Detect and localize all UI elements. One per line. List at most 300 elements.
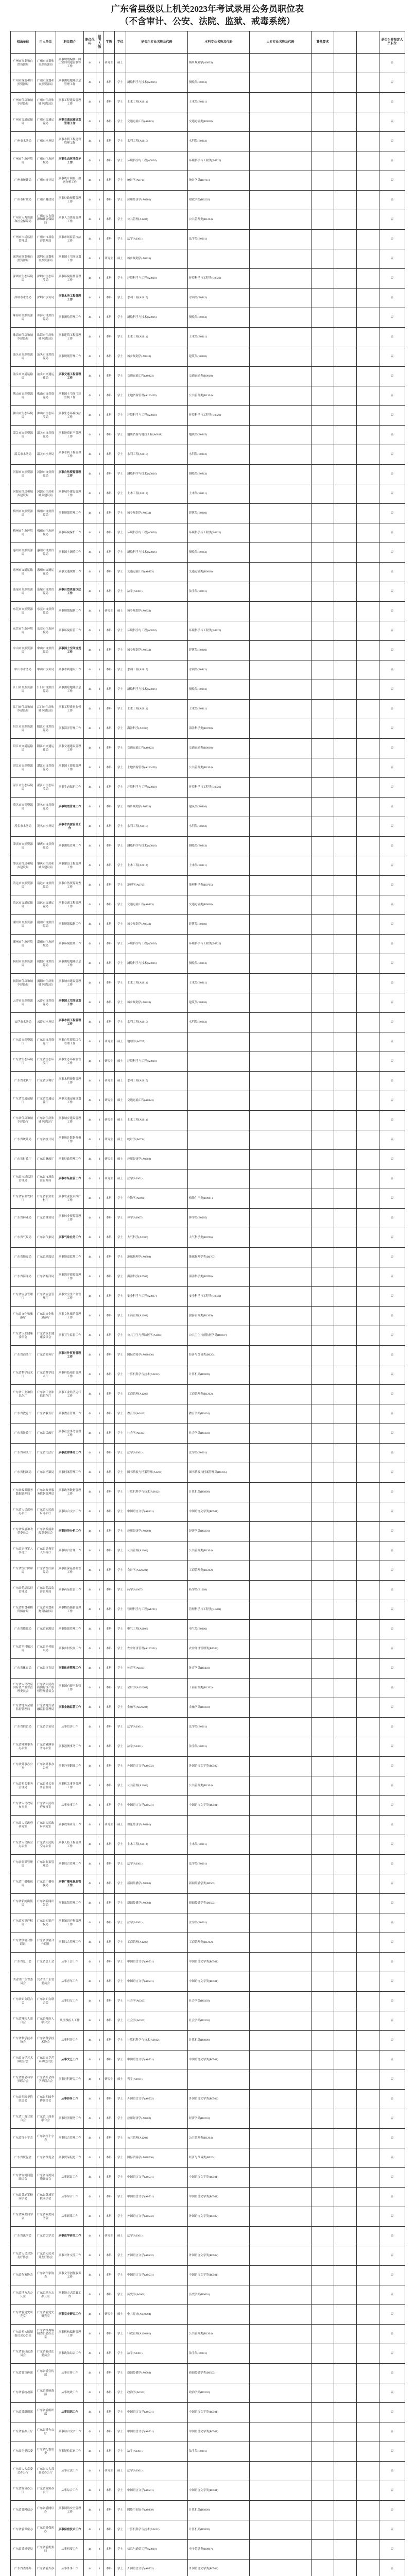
table-row	[11, 1365, 405, 1385]
table-cell	[334, 171, 357, 191]
table-cell	[357, 93, 379, 112]
table-cell: 本科	[103, 1404, 115, 1424]
table-row	[11, 1894, 405, 1913]
table-cell: 本科	[103, 935, 115, 954]
table-cell: 学士	[115, 1189, 126, 1209]
table-cell: 从事城市建设管理工作	[56, 974, 84, 993]
table-cell: 1	[96, 876, 103, 895]
table-cell: 从事财政管理工作	[56, 1150, 84, 1170]
table-cell: 广东省地方金融监督管理局	[11, 1698, 36, 1718]
table-cell: 广东省归国华侨联合会	[11, 2090, 36, 2109]
table-cell: 本科	[103, 758, 115, 778]
table-cell	[312, 817, 334, 837]
table-cell: 交通运输工程(A0823)	[126, 739, 188, 758]
header-cell	[357, 31, 379, 54]
table-cell: 44	[84, 895, 96, 915]
table-cell: 惠州市自然资源局	[11, 543, 36, 563]
table-cell: 44	[84, 1972, 96, 1992]
table-cell: 学士	[115, 1933, 126, 1953]
table-cell: 梅州市自然资源局	[11, 504, 36, 523]
table-cell: 44	[84, 1130, 96, 1150]
table-cell: 否	[379, 1698, 405, 1718]
table-cell: 佛山市生态环境局	[36, 406, 56, 426]
table-cell	[250, 1365, 312, 1385]
table-cell: 本科	[103, 1718, 115, 1737]
table-cell: 从事自然资源管理工作	[56, 465, 84, 484]
table-cell: 河源市住房和城乡建设局	[36, 484, 56, 504]
table-cell: 学士	[115, 1228, 126, 1248]
table-cell: 广东省委政法委员会	[36, 2344, 56, 2364]
table-cell: 网络空间安全(A0839)	[126, 2501, 188, 2520]
table-cell: 本科	[103, 641, 115, 660]
table-cell: 44	[84, 660, 96, 680]
table-cell: 从事档案管理工作	[56, 1463, 84, 1483]
table-cell: 本科	[103, 1502, 115, 1522]
table-cell	[250, 171, 312, 191]
table-row	[11, 856, 405, 876]
table-cell: 中国语言文学类(B0501)	[188, 2422, 250, 2442]
table-cell: 本科	[103, 1541, 115, 1561]
table-cell	[334, 1287, 357, 1307]
table-cell: 广东省档案局	[11, 1463, 36, 1483]
table-cell: 否	[379, 1992, 405, 2011]
table-cell: 广州市交通运输局	[36, 112, 56, 132]
table-cell: 本科	[103, 230, 115, 249]
table-cell	[250, 2462, 312, 2481]
table-cell	[357, 543, 379, 563]
table-cell: 土木工程(A0814)	[126, 700, 188, 719]
table-cell: 否	[379, 191, 405, 210]
table-cell: 1	[96, 1600, 103, 1620]
table-cell	[312, 915, 334, 935]
table-cell	[250, 484, 312, 504]
table-cell: 44	[84, 1346, 96, 1365]
table-cell: 广东省新闻出版局	[11, 1894, 36, 1913]
table-cell	[250, 1013, 312, 1032]
table-cell: 44	[84, 856, 96, 876]
table-cell: 社会学类(B0303)	[188, 2011, 250, 2031]
table-cell: 清远市自然资源局	[11, 876, 36, 895]
table-row	[11, 1228, 405, 1248]
table-cell: 本科	[103, 269, 115, 289]
table-cell: 中国语言文学类(B0501)	[188, 2188, 250, 2207]
table-cell	[312, 2501, 334, 2520]
table-cell	[250, 837, 312, 856]
table-cell	[250, 1483, 312, 1502]
table-cell: 学士	[115, 1737, 126, 1757]
table-cell	[357, 739, 379, 758]
table-cell: 本科	[103, 2090, 115, 2109]
table-cell	[334, 2050, 357, 2070]
table-cell: 广东省民政厅	[11, 1424, 36, 1444]
table-cell: 广东省委政法委员会	[11, 2344, 36, 2364]
table-cell: 学士	[115, 1404, 126, 1424]
table-cell	[357, 1972, 379, 1992]
table-cell: 学士	[115, 915, 126, 935]
table-cell: 从事规划管理工作	[56, 504, 84, 523]
table-cell: 广东省台湾同胞联谊会	[36, 2168, 56, 2188]
table-cell: 广州市财政局	[36, 191, 56, 210]
table-row	[11, 1874, 405, 1894]
table-cell: 交通运输工程(A0823)	[126, 367, 188, 386]
table-cell: 广东省残疾人联合会	[36, 2011, 56, 2031]
table-cell	[250, 2227, 312, 2246]
table-cell: 从事综合文字工作	[56, 1502, 84, 1522]
table-cell: 广东省信访局	[36, 1718, 56, 1737]
table-cell: 44	[84, 1522, 96, 1541]
table-cell: 广东省自然资源厅	[11, 1032, 36, 1052]
table-cell: 44	[84, 1933, 96, 1953]
table-cell: 本科	[103, 1561, 115, 1581]
table-cell: 公共管理类(B1204)	[188, 2325, 250, 2344]
table-cell: 广东省社会科学界联合会	[36, 2070, 56, 2090]
table-cell: 44	[84, 1326, 96, 1346]
table-cell: 本科	[103, 1424, 115, 1444]
table-cell: 城乡规划学(A0833)	[126, 915, 188, 935]
table-cell: 44	[84, 1737, 96, 1757]
table-cell: 从事法律事务工作	[56, 1444, 84, 1463]
table-row	[11, 93, 405, 112]
table-cell	[312, 1600, 334, 1620]
table-cell: 本科	[103, 210, 115, 230]
table-cell: 交通运输工程(A0823)	[126, 1091, 188, 1111]
table-cell	[312, 1698, 334, 1718]
table-cell: 从事环境监测管理工作	[56, 269, 84, 289]
table-cell: 44	[84, 269, 96, 289]
table-cell	[250, 308, 312, 328]
table-cell	[357, 1189, 379, 1209]
table-cell: 44	[84, 2305, 96, 2325]
table-cell: 学士	[115, 680, 126, 700]
table-cell: 财政学类(B0202)	[188, 191, 250, 210]
table-cell	[334, 1150, 357, 1170]
table-cell: 学士	[115, 1835, 126, 1855]
table-cell: 地理学(A0705)	[126, 876, 188, 895]
table-cell: 广东省自然资源厅	[36, 1032, 56, 1052]
table-cell: 44	[84, 210, 96, 230]
table-cell: 应用经济学(A0202)	[126, 2109, 188, 2129]
table-cell: 1	[96, 2070, 103, 2090]
table-cell: 1	[96, 641, 103, 660]
table-cell: 城乡规划学(A0833)	[126, 641, 188, 660]
table-cell: 1	[96, 328, 103, 347]
table-cell: 44	[84, 563, 96, 582]
table-cell: 从事自然资源调查工作	[56, 876, 84, 895]
table-cell: 44	[84, 993, 96, 1013]
table-cell: 中国语言文学类(B0501)	[188, 2481, 250, 2501]
table-cell	[357, 1816, 379, 1835]
table-cell: 学士	[115, 1502, 126, 1522]
table-cell: 广州市规划和自然资源局	[11, 54, 36, 73]
table-cell: 广东省供销合作联社	[11, 1933, 36, 1953]
table-cell	[250, 817, 312, 837]
table-cell: 从事外事翻译工作	[56, 1757, 84, 1776]
table-cell	[334, 1620, 357, 1639]
table-cell: 研究生	[103, 2227, 115, 2246]
table-cell	[250, 1855, 312, 1874]
table-row	[11, 367, 405, 386]
table-cell: 本科	[103, 504, 115, 523]
table-cell: 44	[84, 2227, 96, 2246]
table-cell	[250, 1776, 312, 1796]
table-cell: 环境科学与工程类(B0826)	[188, 935, 250, 954]
table-cell: 水利工程(A0815)	[126, 1072, 188, 1091]
table-row	[11, 895, 405, 915]
table-cell	[250, 954, 312, 974]
table-cell: 否	[379, 1679, 405, 1698]
table-cell: 从事交通运输规划工作	[56, 1091, 84, 1111]
table-cell	[312, 1130, 334, 1150]
table-cell	[357, 582, 379, 602]
table-row	[11, 1737, 405, 1757]
table-cell: 城乡规划学(A0833)	[126, 602, 188, 621]
table-cell: 否	[379, 2031, 405, 2050]
table-cell: 否	[379, 1111, 405, 1130]
table-cell: 1	[96, 582, 103, 602]
table-cell: 44	[84, 680, 96, 700]
table-cell: 本科	[103, 1620, 115, 1639]
table-cell	[312, 171, 334, 191]
table-cell	[357, 2090, 379, 2109]
table-row	[11, 739, 405, 758]
table-cell: 法学类(B0301)	[188, 582, 250, 602]
table-cell: 广东省人民政府国有资产监督管理委员会	[36, 1679, 56, 1698]
table-cell: 44	[84, 289, 96, 308]
table-cell: 硕士	[115, 1816, 126, 1835]
table-cell: 法学(A0301)	[126, 1737, 188, 1757]
table-cell: 新闻传播学类(B0503)	[188, 1874, 250, 1894]
table-cell	[334, 191, 357, 210]
table-cell: 潮州市生态环境局	[11, 935, 36, 954]
table-row	[11, 1561, 405, 1581]
table-cell: 从事水利工程管理工作	[56, 445, 84, 465]
table-cell: 金融学(A020204)	[126, 1698, 188, 1718]
table-cell: 经济与贸易类(B0204)	[188, 2148, 250, 2168]
table-cell	[250, 602, 312, 621]
table-cell: 河源市自然资源局	[11, 465, 36, 484]
table-cell	[357, 249, 379, 269]
table-cell	[357, 2481, 379, 2501]
table-cell: 1	[96, 837, 103, 856]
table-cell: 学士	[115, 954, 126, 974]
table-cell: 1	[96, 2325, 103, 2344]
table-cell: 否	[379, 1307, 405, 1326]
table-cell	[357, 191, 379, 210]
table-cell	[312, 426, 334, 445]
table-cell: 本科	[103, 974, 115, 993]
table-cell: 1	[96, 347, 103, 367]
table-cell: 广东省医疗保障局	[11, 1561, 36, 1581]
table-cell	[334, 367, 357, 386]
table-cell: 交通运输类(B0818)	[188, 563, 250, 582]
table-cell: 否	[379, 112, 405, 132]
table-cell: 中国语言文学(A0501)	[126, 2403, 188, 2422]
table-cell	[250, 1718, 312, 1737]
table-cell	[250, 563, 312, 582]
table-cell: 本科	[103, 1444, 115, 1463]
table-cell: 社会学(A0303)	[126, 1992, 188, 2011]
table-cell: 广东省人大常委会办公厅	[36, 2462, 56, 2481]
table-cell	[334, 1013, 357, 1032]
table-cell	[334, 132, 357, 151]
table-cell	[357, 1874, 379, 1894]
table-cell	[188, 2305, 250, 2325]
table-cell: 44	[84, 1032, 96, 1052]
table-cell	[312, 112, 334, 132]
table-cell: 学士	[115, 1659, 126, 1679]
table-cell	[312, 289, 334, 308]
table-cell: 教育学(A0401)	[126, 1404, 188, 1424]
table-cell: 1	[96, 1385, 103, 1404]
table-cell: 从事水利工程管理工作	[56, 1013, 84, 1032]
table-cell: 否	[379, 856, 405, 876]
table-cell: 阳江市交通运输局	[36, 739, 56, 758]
table-cell	[334, 876, 357, 895]
table-cell: 中国语言文学类(B0501)	[188, 2266, 250, 2285]
table-cell: 新闻传播学类(B0503)	[188, 1894, 250, 1913]
table-cell	[312, 1307, 334, 1326]
table-cell: 否	[379, 386, 405, 406]
table-cell	[312, 2540, 334, 2560]
table-cell: 学士	[115, 2011, 126, 2031]
table-cell: 外国语言文学(A0502)	[126, 2560, 188, 2576]
table-cell: 1	[96, 621, 103, 641]
table-cell: 中国语言文学(A0501)	[126, 2422, 188, 2442]
table-cell	[334, 563, 357, 582]
table-cell	[357, 1013, 379, 1032]
table-cell: 本科	[103, 2129, 115, 2148]
header-cell: 本科专业名称及代码	[188, 31, 250, 54]
table-cell: 否	[379, 1874, 405, 1894]
table-cell: 本科	[103, 1737, 115, 1757]
table-cell: 从事综合文字工作	[56, 2422, 84, 2442]
table-cell	[188, 2227, 250, 2246]
table-cell: 中国语言文学类(B0501)	[188, 1972, 250, 1992]
table-cell: 海洋科学类(B0708)	[188, 719, 250, 739]
table-cell: 广东省委组织部	[11, 2403, 36, 2422]
table-cell: 学士	[115, 73, 126, 93]
table-cell: 广东省地方志办公室	[11, 2285, 36, 2305]
table-row	[11, 2442, 405, 2462]
table-cell	[250, 93, 312, 112]
table-cell: 中国语言文学类(B0501)	[188, 2050, 250, 2070]
table-cell: 广东省法学会	[11, 2227, 36, 2246]
table-cell: 广州市生态环境局	[36, 151, 56, 171]
table-row	[11, 1326, 405, 1346]
table-cell	[334, 719, 357, 739]
table-cell: 本科	[103, 171, 115, 191]
table-cell	[334, 680, 357, 700]
table-cell: 本科	[103, 445, 115, 465]
table-cell: 否	[379, 1913, 405, 1933]
table-cell	[334, 895, 357, 915]
table-cell: 1	[96, 2050, 103, 2070]
header-cell: 学位	[115, 31, 126, 54]
table-cell: 从事统计数据分析工作	[56, 1130, 84, 1150]
table-cell: 金融学类(B0203)	[188, 1698, 250, 1718]
table-cell: 1	[96, 1248, 103, 1267]
table-cell: 1	[96, 2305, 103, 2325]
table-cell: 否	[379, 504, 405, 523]
table-cell: 否	[379, 2383, 405, 2403]
table-cell	[334, 1600, 357, 1620]
header-row	[11, 31, 405, 54]
table-cell: 本科	[103, 954, 115, 974]
table-cell: 1	[96, 719, 103, 739]
table-cell: 揭阳市住房和城乡建设局	[36, 974, 56, 993]
table-cell	[250, 2422, 312, 2442]
table-row	[11, 1757, 405, 1776]
table-cell: 新闻传播学(A0503)	[126, 2364, 188, 2383]
table-cell: 广东省人民政府研究室	[11, 1816, 36, 1835]
table-cell	[312, 2520, 334, 2540]
table-cell	[334, 621, 357, 641]
table-cell	[250, 915, 312, 935]
table-row	[11, 1463, 405, 1483]
table-cell: 本科	[103, 1522, 115, 1541]
table-cell: 中国语言文学(A0501)	[126, 1953, 188, 1972]
table-cell: 学士	[115, 2109, 126, 2129]
table-cell: 学士	[115, 1444, 126, 1463]
table-cell: 44	[84, 2364, 96, 2383]
table-cell: 理论经济学(A0201)	[126, 1816, 188, 1835]
table-cell: 1	[96, 1620, 103, 1639]
table-cell	[188, 1150, 250, 1170]
table-cell: 法学(A0301)	[126, 1170, 188, 1189]
table-cell: 共青团广东省委员会	[11, 1972, 36, 1992]
table-cell: 1	[96, 1992, 103, 2011]
table-cell	[334, 328, 357, 347]
table-cell	[357, 778, 379, 798]
table-row	[11, 563, 405, 582]
table-cell	[312, 1541, 334, 1561]
table-cell	[312, 895, 334, 915]
table-cell: 广州市市场监督管理局	[11, 230, 36, 249]
table-cell: 否	[379, 582, 405, 602]
table-cell: 44	[84, 1561, 96, 1581]
table-row	[11, 582, 405, 602]
table-cell: 从事政法综合工作	[56, 2344, 84, 2364]
table-cell: 广东省委办公厅	[36, 2422, 56, 2442]
table-cell: 广东省林业局	[11, 1209, 36, 1228]
table-cell: 否	[379, 1346, 405, 1365]
table-cell: 环境科学与工程(A0830)	[126, 151, 188, 171]
table-cell: 学士	[115, 1463, 126, 1483]
table-cell: 广东省人大常委会办公厅	[11, 2462, 36, 2481]
table-cell	[334, 1483, 357, 1502]
table-cell: 广东省林业局	[36, 1209, 56, 1228]
table-cell: 广东省监狱管理局	[11, 1855, 36, 1874]
table-cell: 否	[379, 1130, 405, 1150]
table-cell	[334, 954, 357, 974]
table-cell: 广东省委机要局	[11, 2540, 36, 2560]
table-row	[11, 484, 405, 504]
table-cell	[334, 2070, 357, 2090]
table-cell: 测绘类(B0813)	[188, 73, 250, 93]
table-cell: 学士	[115, 1267, 126, 1287]
table-cell	[188, 1072, 250, 1091]
table-cell: 本科	[103, 1972, 115, 1992]
table-cell: 学士	[115, 1874, 126, 1894]
table-cell: 阳江市交通运输局	[11, 739, 36, 758]
table-cell: 广东省生态环境厅	[36, 1052, 56, 1072]
table-cell: 否	[379, 660, 405, 680]
table-cell: 本科	[103, 1874, 115, 1894]
table-cell: 广州市住房和城乡建设局	[11, 93, 36, 112]
table-cell	[334, 2560, 357, 2576]
table-row	[11, 1248, 405, 1267]
table-cell: 广东省地方金融监督管理局	[36, 1698, 56, 1718]
